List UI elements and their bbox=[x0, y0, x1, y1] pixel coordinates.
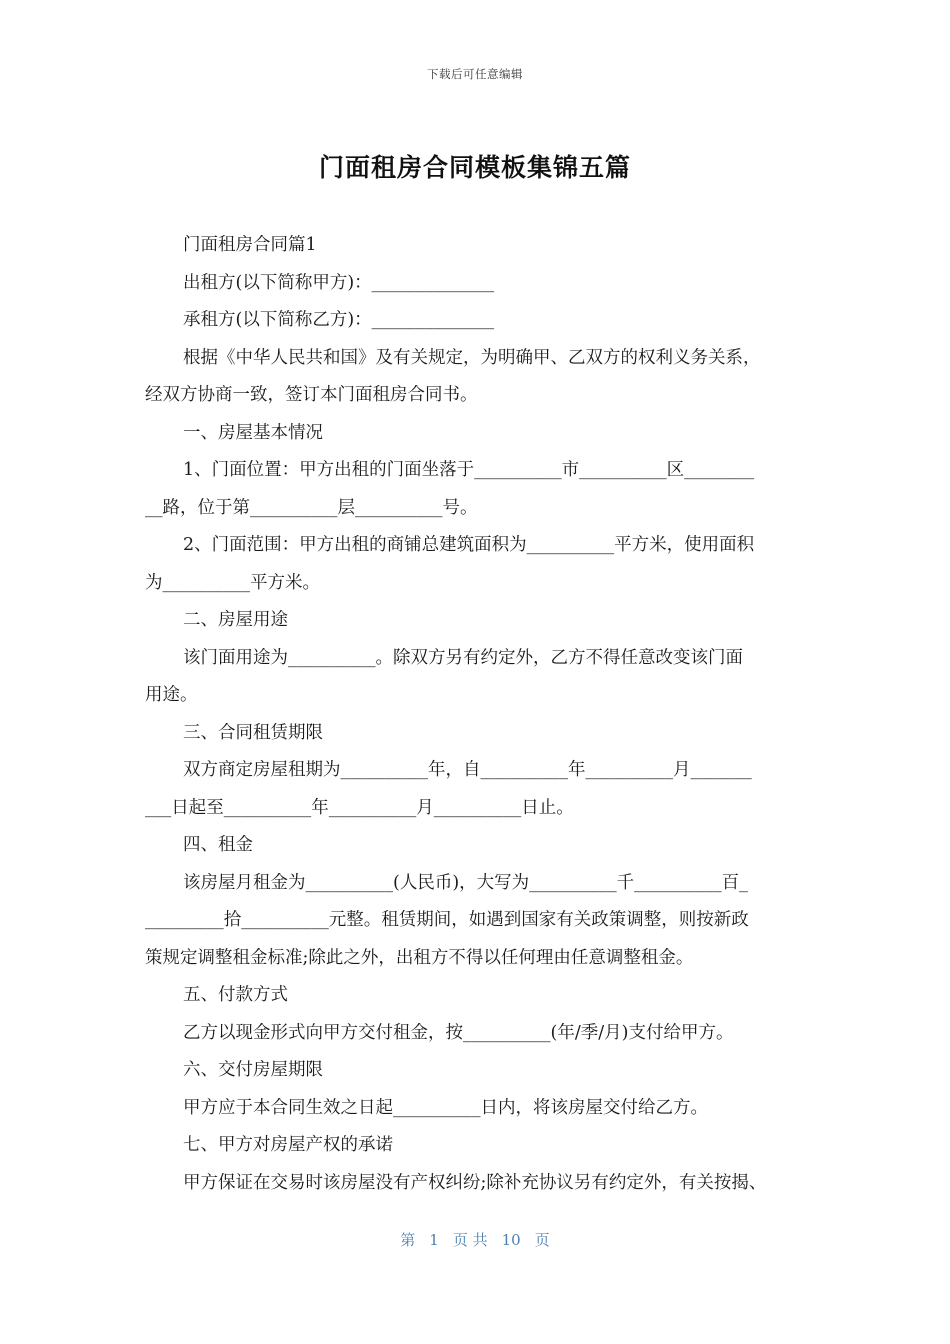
paragraph-line: 经双方协商一致，签订本门面租房合同书。 bbox=[145, 385, 478, 405]
document-title: 门面租房合同模板集锦五篇 bbox=[318, 153, 631, 182]
page-prefix: 第 bbox=[400, 1231, 416, 1249]
page-total: 10 bbox=[501, 1231, 521, 1249]
section-heading: 一、房屋基本情况 bbox=[183, 422, 323, 443]
page-footer bbox=[0, 1229, 950, 1250]
paragraph-line: 用途。 bbox=[145, 685, 198, 705]
paragraph-line: 乙方以现金形式向甲方交付租金，按__________(年/季/月)支付给甲方。 bbox=[183, 1022, 734, 1043]
paragraph-line: 出租方(以下简称甲方)：______________ bbox=[183, 272, 495, 293]
section-heading: 四、租金 bbox=[183, 835, 253, 855]
section-heading: 门面租房合同篇1 bbox=[183, 235, 317, 255]
paragraph-line: _________拾__________元整。租赁期间，如遇到国家有关政策调整，则按新政 bbox=[145, 910, 749, 930]
page-number: 1 bbox=[429, 1231, 439, 1249]
page-mid: 页 共 bbox=[452, 1231, 488, 1249]
paragraph-line: 甲方保证在交易时该房屋没有产权纠纷;除补充协议另有约定外，有关按揭、 bbox=[183, 1172, 767, 1193]
paragraph-line: ___日起至__________年__________月__________日止。 bbox=[145, 797, 574, 818]
paragraph-line: 为__________平方米。 bbox=[145, 572, 320, 593]
section-heading: 六、交付房屋期限 bbox=[183, 1060, 323, 1080]
section-heading: 二、房屋用途 bbox=[183, 610, 288, 630]
section-heading: 三、合同租赁期限 bbox=[183, 722, 323, 743]
page-suffix: 页 bbox=[534, 1231, 550, 1249]
paragraph-line: 甲方应于本合同生效之日起__________日内，将该房屋交付给乙方。 bbox=[183, 1097, 708, 1118]
paragraph-line: 2、门面范围：甲方出租的商铺总建筑面积为__________平方米，使用面积 bbox=[183, 535, 755, 555]
paragraph-line: 该房屋月租金为__________(人民币)，大写为__________千__________百_ bbox=[183, 872, 748, 893]
paragraph-line: 承租方(以下简称乙方)：______________ bbox=[183, 310, 495, 330]
paragraph-line: __路，位于第__________层__________号。 bbox=[145, 497, 478, 518]
section-heading: 五、付款方式 bbox=[183, 985, 288, 1005]
header-note: 下载后可任意编辑 bbox=[427, 67, 523, 81]
paragraph-line: 策规定调整租金标准;除此之外，出租方不得以任何理由任意调整租金。 bbox=[145, 947, 694, 968]
paragraph-line: 该门面用途为__________。除双方另有约定外，乙方不得任意改变该门面 bbox=[183, 647, 743, 668]
document-body bbox=[145, 227, 810, 1202]
section-heading: 七、甲方对房屋产权的承诺 bbox=[183, 1135, 393, 1155]
paragraph-line: 双方商定房屋租期为__________年，自__________年__________月_______ bbox=[183, 760, 752, 780]
paragraph-line: 1、门面位置：甲方出租的门面坐落于__________市__________区________ bbox=[183, 460, 755, 480]
paragraph-line: 根据《中华人民共和国》及有关规定，为明确甲、乙双方的权利义务关系， bbox=[183, 347, 761, 368]
